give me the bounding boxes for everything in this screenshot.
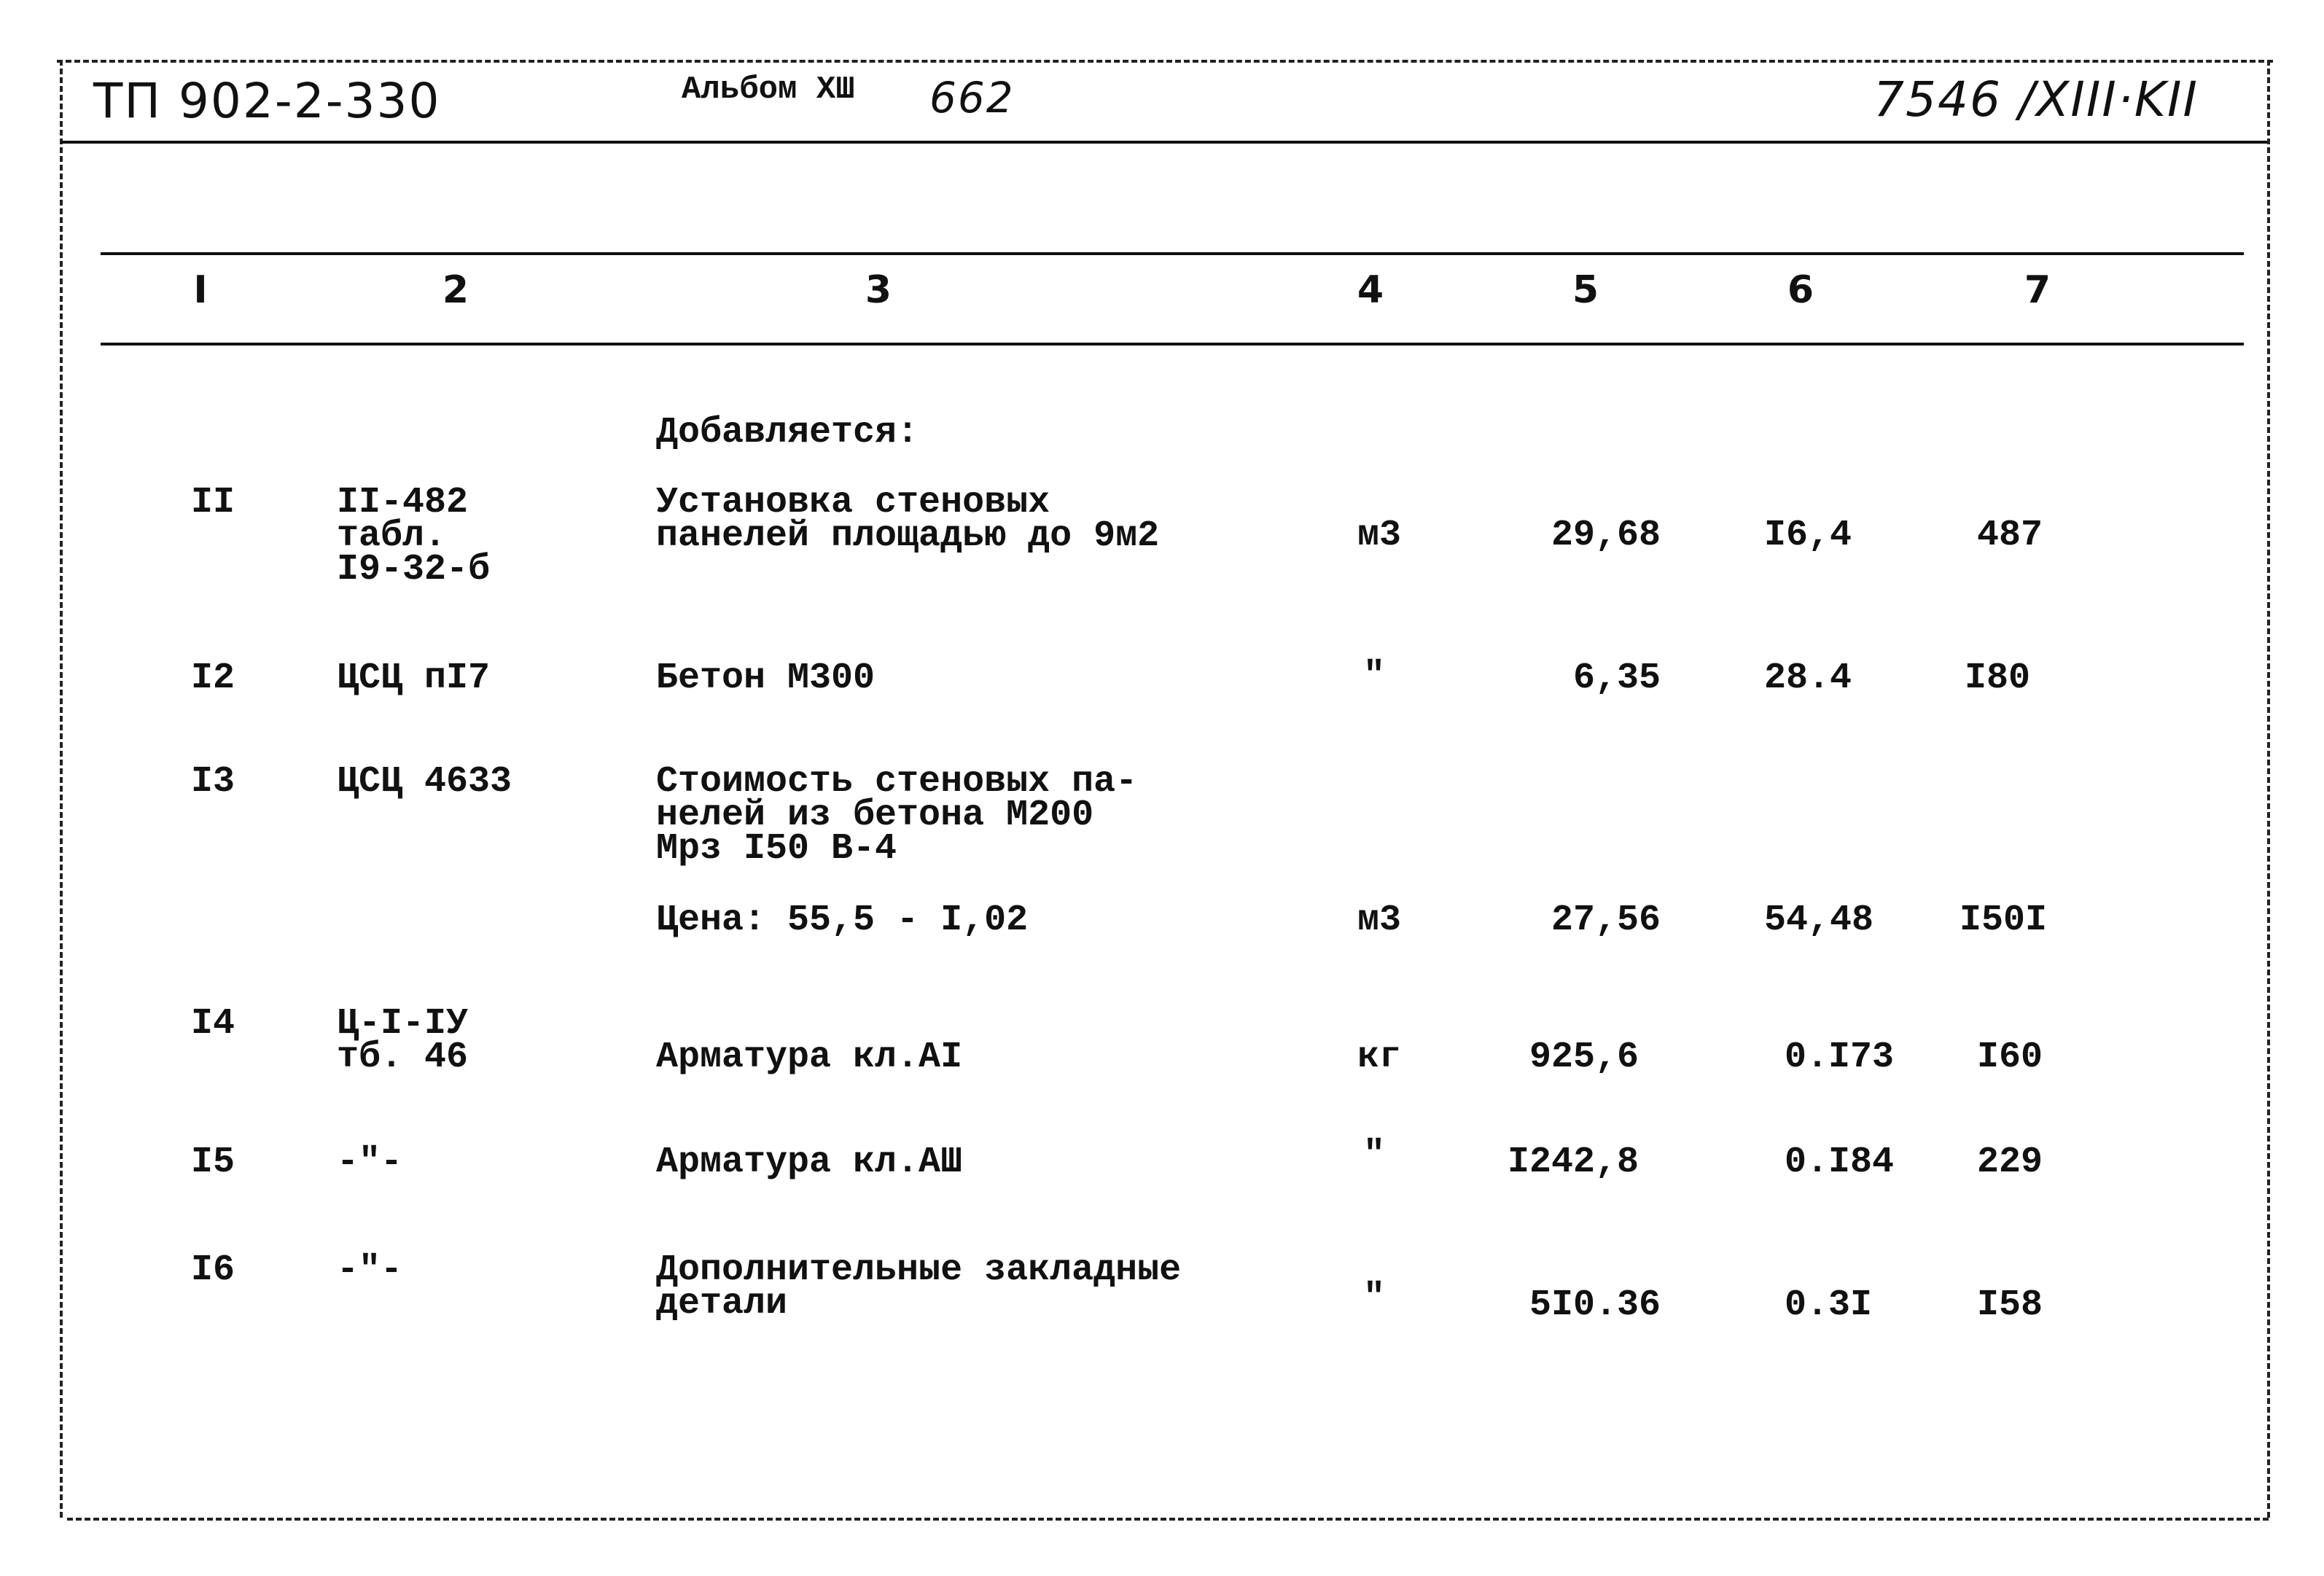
row-unit-price: 0.I73	[1785, 1037, 1895, 1078]
table-header-rule	[101, 343, 2244, 346]
row-unit-price: 0.3I	[1785, 1284, 1873, 1326]
row-reference: Ц-I-IУ тб. 46	[337, 1003, 469, 1078]
row-total: I50I	[1960, 900, 2048, 941]
row-reference: II-482 табл. I9-32-б	[337, 482, 491, 590]
row-total: I58	[1977, 1284, 2043, 1326]
row-description: Установка стеновых панелей площадью до 9м2	[656, 482, 1160, 557]
column-header-2: 2	[442, 268, 469, 312]
frame-right-border	[2267, 60, 2270, 1518]
row-total: 229	[1977, 1142, 2043, 1183]
row-unit-price: 54,48	[1764, 900, 1874, 941]
row-description: Арматура кл.АШ	[656, 1142, 963, 1183]
table-top-rule	[101, 252, 2244, 255]
row-quantity: 27,56	[1551, 900, 1661, 941]
row-quantity: 925,6	[1529, 1037, 1639, 1078]
row-reference: ЦСЦ пI7	[337, 658, 491, 699]
column-header-4: 4	[1357, 268, 1384, 312]
row-reference: -"-	[337, 1142, 403, 1183]
frame-top-border	[57, 60, 2273, 63]
frame-left-border	[60, 60, 63, 1518]
row-total: I60	[1977, 1037, 2043, 1078]
row-total: 487	[1977, 515, 2043, 556]
column-header-7: 7	[2024, 268, 2051, 312]
column-header-3: 3	[865, 268, 892, 312]
album-label: Альбом ХШ	[682, 71, 855, 108]
column-header-6: 6	[1787, 268, 1814, 312]
row-description: Бетон М300	[656, 658, 876, 699]
row-number: II	[191, 482, 235, 523]
row-description: Стоимость стеновых па- нелей из бетона М200 Мрз I50 В-4	[656, 761, 1138, 870]
column-header-1: I	[193, 268, 208, 312]
row-unit-price: 28.4	[1764, 658, 1852, 699]
row-unit: м3	[1357, 515, 1402, 556]
section-title: Добавляется:	[656, 412, 919, 453]
row-quantity: 6,35	[1572, 658, 1661, 699]
row-quantity: 5I0.36	[1529, 1284, 1661, 1326]
album-number: 662	[929, 73, 1015, 122]
row-number: I5	[191, 1142, 235, 1183]
row-number: I2	[191, 658, 235, 699]
row-total: I80	[1965, 658, 2031, 699]
row-unit: "	[1363, 655, 1386, 697]
row-unit: "	[1363, 1134, 1386, 1176]
row-unit: "	[1363, 1277, 1386, 1319]
row-unit: м3	[1357, 900, 1402, 941]
row-number: I6	[191, 1249, 235, 1291]
column-header-5: 5	[1572, 268, 1599, 312]
row-description: Арматура кл.AI	[656, 1037, 963, 1078]
row-reference: -"-	[337, 1249, 403, 1291]
project-code: ТП 902-2-330	[93, 73, 441, 129]
row-unit-price: I6,4	[1764, 515, 1852, 556]
row-number: I4	[191, 1003, 235, 1045]
row-quantity: 29,68	[1551, 515, 1661, 556]
row-description: Дополнительные закладные детали	[656, 1249, 1182, 1325]
row-unit: кг	[1357, 1037, 1402, 1078]
row-unit-price: 0.I84	[1785, 1142, 1895, 1183]
frame-bottom-border	[67, 1518, 2269, 1521]
title-divider	[61, 141, 2267, 144]
row-reference: ЦСЦ 4633	[337, 761, 512, 803]
row-number: I3	[191, 761, 235, 803]
row-quantity: I242,8	[1507, 1142, 1639, 1183]
reference-code: 7546 /XIII·KII	[1873, 71, 2199, 128]
row-description: Цена: 55,5 - I,02	[656, 900, 1029, 941]
